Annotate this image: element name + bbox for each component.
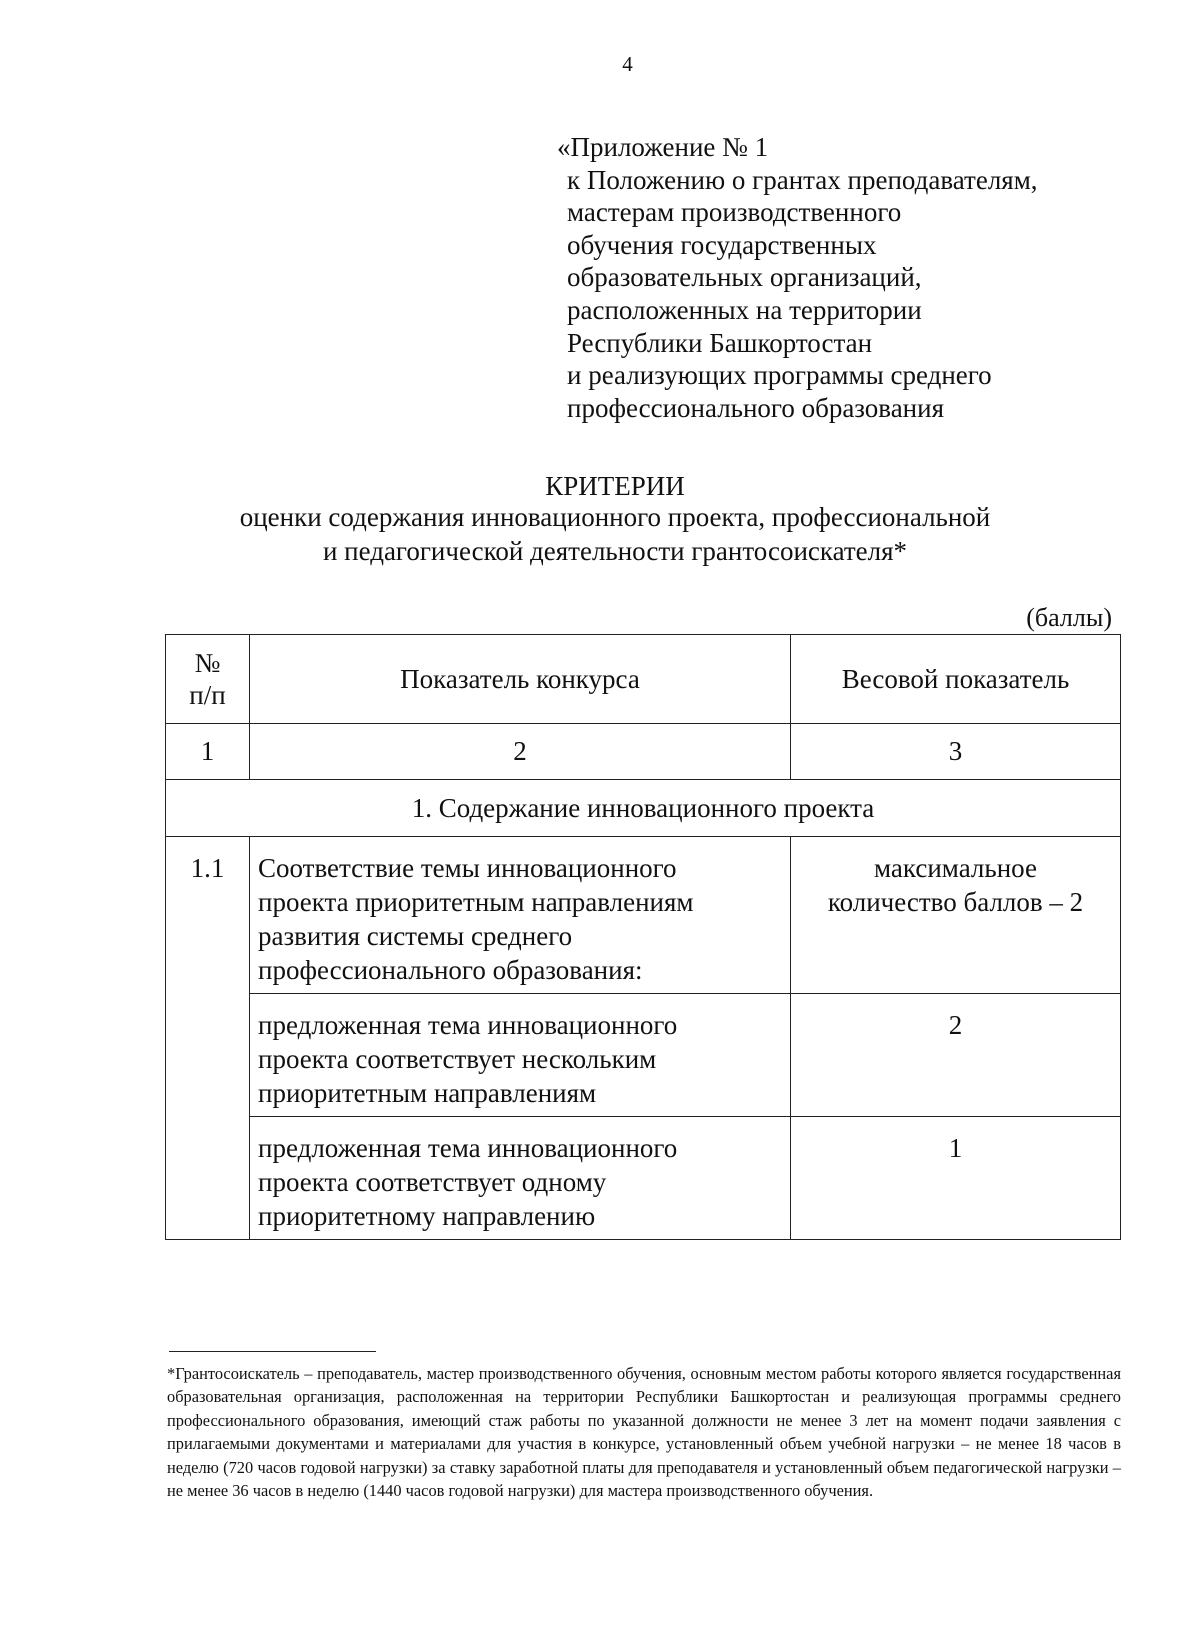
subtitle-line: и педагогической деятельности грантосоискателя* — [322, 536, 908, 566]
row-weight — [791, 994, 1121, 1117]
row-number — [166, 994, 250, 1117]
indicator-line: проекта соответствует нескольким — [258, 1044, 657, 1074]
appendix-line: расположенных на территории — [567, 294, 922, 325]
appendix-line: Республики Башкортостан — [567, 327, 873, 358]
document-title: КРИТЕРИИ — [545, 471, 685, 501]
indicator-line: приоритетным направлениям — [258, 1078, 597, 1108]
footnote-divider — [169, 1351, 376, 1352]
indicator-line: предложенная тема инновационного — [258, 1133, 678, 1163]
indicator-line: предложенная тема инновационного — [258, 1010, 678, 1040]
appendix-line: мастерам производственного — [567, 197, 902, 228]
row-indicator — [250, 837, 791, 994]
row-weight — [791, 1117, 1121, 1240]
section-title: 1. Содержание инновационного проекта — [166, 780, 1121, 837]
weight-line: максимальное — [874, 853, 1037, 883]
appendix-line: «Приложение № 1 — [557, 132, 769, 162]
header-indicator: Показатель конкурса — [250, 635, 791, 724]
row-indicator — [250, 1117, 791, 1240]
criteria-table — [165, 634, 1121, 1240]
footnote: *Грантосоискатель – преподаватель, мастер производственного обучения, основным местом работы которого является государственная образовательная организация, расположенная на территории Республики Башкортостан и реализующая программы среднего профессионального образования, имеющий стаж работы по указанной должности не менее 3 лет на момент подачи заявления с прилагаемыми документами и материалами для участия в конкурсе, установленный объем учебной нагрузки – не менее 18 часов в неделю (720 часов годовой нагрузки) за ставку заработной платы для преподавателя и установленный объем педагогической нагрузки – не менее 36 часов в неделю (1440 часов годовой нагрузки) для мастера производственного обучения. — [167, 1364, 1121, 1501]
page-number: 4 — [622, 52, 633, 76]
column-number-row — [166, 724, 1121, 780]
row-indicator — [250, 994, 791, 1117]
table-header-row — [166, 635, 1121, 724]
section-row — [166, 780, 1121, 837]
header-number — [166, 635, 250, 724]
column-number: 2 — [250, 724, 791, 780]
weight-line: количество баллов – 2 — [827, 887, 1084, 917]
appendix-header — [557, 131, 1038, 424]
table-row — [166, 1117, 1121, 1240]
indicator-line: приоритетному направлению — [258, 1201, 596, 1231]
indicator-line: развития системы среднего — [258, 921, 573, 951]
table-row — [166, 994, 1121, 1117]
table-row — [166, 837, 1121, 994]
indicator-line: проекта приоритетным направлениям — [258, 887, 694, 917]
appendix-line: и реализующих программы среднего — [567, 360, 992, 391]
indicator-line: проекта соответствует одному — [258, 1167, 607, 1197]
weight-line: 1 — [948, 1133, 963, 1163]
column-number: 3 — [791, 724, 1121, 780]
appendix-line: образовательных организаций, — [567, 262, 922, 293]
header-weight: Весовой показатель — [791, 635, 1121, 724]
row-weight — [791, 837, 1121, 994]
column-number: 1 — [166, 724, 250, 780]
header-number-line: № — [194, 648, 221, 678]
appendix-line: обучения государственных — [567, 229, 877, 260]
subtitle-line: оценки содержания инновационного проекта, профессиональной — [239, 502, 991, 532]
document-subtitle — [0, 500, 1200, 568]
appendix-line: профессионального образования — [567, 392, 944, 423]
indicator-line: профессионального образования: — [258, 955, 643, 985]
appendix-line: к Положению о грантах преподавателям, — [567, 164, 1038, 195]
row-number: 1.1 — [166, 837, 250, 994]
units-label: (баллы) — [1026, 603, 1112, 632]
row-number — [166, 1117, 250, 1240]
indicator-line: Соответствие темы инновационного — [258, 853, 677, 883]
header-number-line: п/п — [189, 680, 226, 710]
weight-line: 2 — [948, 1010, 963, 1040]
